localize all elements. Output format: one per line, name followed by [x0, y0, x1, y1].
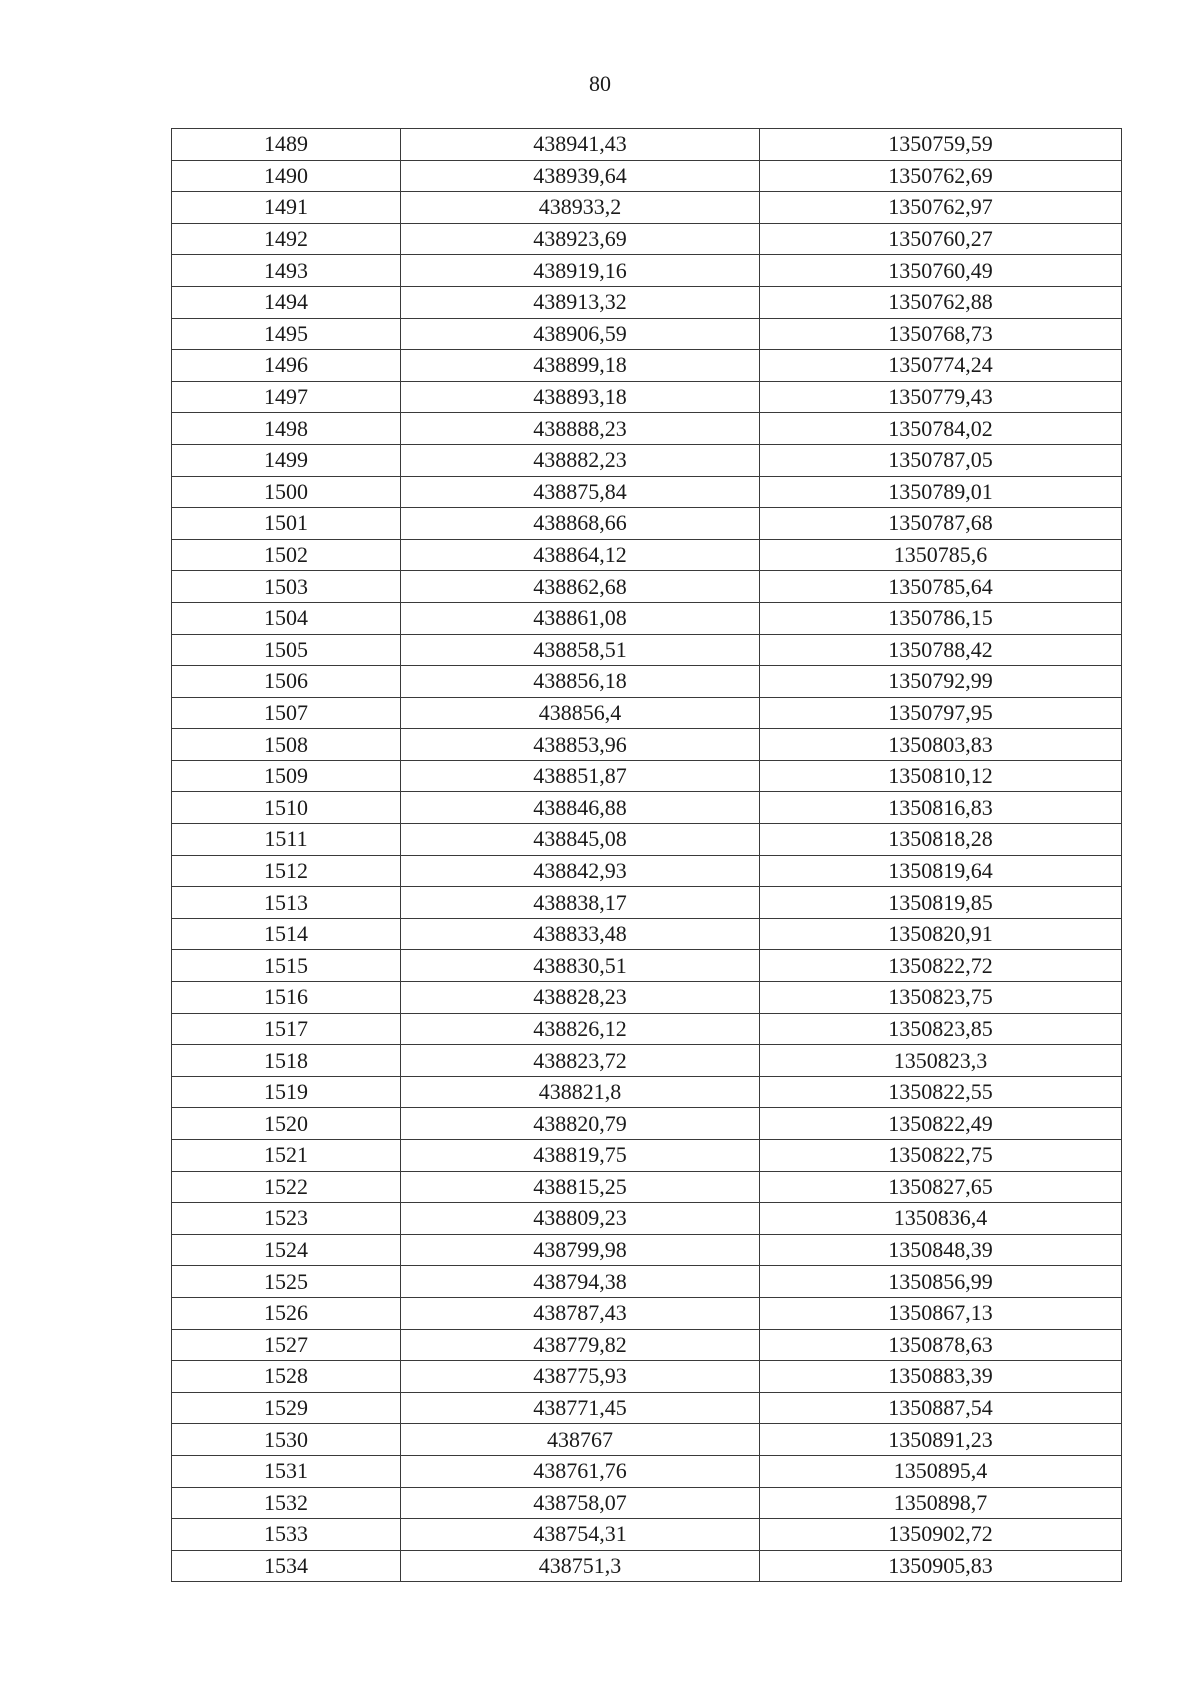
point-number-cell: 1511: [172, 824, 401, 856]
table-row: [172, 1392, 1122, 1424]
point-number-cell: 1507: [172, 697, 401, 729]
x-coordinate-cell: 438846,88: [401, 792, 760, 824]
x-coordinate-cell: 438819,75: [401, 1140, 760, 1172]
y-coordinate-cell: 1350788,42: [760, 634, 1122, 666]
point-number-cell: 1525: [172, 1266, 401, 1298]
point-number-cell: 1505: [172, 634, 401, 666]
y-coordinate-cell: 1350762,97: [760, 192, 1122, 224]
point-number-cell: 1497: [172, 381, 401, 413]
point-number-cell: 1517: [172, 1013, 401, 1045]
x-coordinate-cell: 438845,08: [401, 824, 760, 856]
point-number-cell: 1514: [172, 918, 401, 950]
y-coordinate-cell: 1350898,7: [760, 1487, 1122, 1519]
table-row: [172, 160, 1122, 192]
y-coordinate-cell: 1350848,39: [760, 1234, 1122, 1266]
point-number-cell: 1516: [172, 982, 401, 1014]
x-coordinate-cell: 438815,25: [401, 1171, 760, 1203]
point-number-cell: 1498: [172, 413, 401, 445]
x-coordinate-cell: 438779,82: [401, 1329, 760, 1361]
coordinates-table: [171, 128, 1122, 1582]
point-number-cell: 1490: [172, 160, 401, 192]
point-number-cell: 1523: [172, 1203, 401, 1235]
table-row: [172, 1234, 1122, 1266]
x-coordinate-cell: 438864,12: [401, 539, 760, 571]
y-coordinate-cell: 1350823,3: [760, 1045, 1122, 1077]
x-coordinate-cell: 438826,12: [401, 1013, 760, 1045]
point-number-cell: 1530: [172, 1424, 401, 1456]
table-row: [172, 1519, 1122, 1551]
y-coordinate-cell: 1350803,83: [760, 729, 1122, 761]
point-number-cell: 1527: [172, 1329, 401, 1361]
y-coordinate-cell: 1350819,64: [760, 855, 1122, 887]
table-row: [172, 1203, 1122, 1235]
point-number-cell: 1533: [172, 1519, 401, 1551]
point-number-cell: 1521: [172, 1140, 401, 1172]
point-number-cell: 1532: [172, 1487, 401, 1519]
point-number-cell: 1515: [172, 950, 401, 982]
x-coordinate-cell: 438856,4: [401, 697, 760, 729]
x-coordinate-cell: 438906,59: [401, 318, 760, 350]
table-row: [172, 1266, 1122, 1298]
x-coordinate-cell: 438868,66: [401, 508, 760, 540]
y-coordinate-cell: 1350774,24: [760, 350, 1122, 382]
y-coordinate-cell: 1350789,01: [760, 476, 1122, 508]
table-row: [172, 1550, 1122, 1582]
table-row: [172, 350, 1122, 382]
table-row: [172, 1076, 1122, 1108]
y-coordinate-cell: 1350762,88: [760, 286, 1122, 318]
table-row: [172, 1171, 1122, 1203]
table-row: [172, 129, 1122, 161]
y-coordinate-cell: 1350878,63: [760, 1329, 1122, 1361]
x-coordinate-cell: 438851,87: [401, 760, 760, 792]
table-row: [172, 539, 1122, 571]
table-row: [172, 1140, 1122, 1172]
point-number-cell: 1518: [172, 1045, 401, 1077]
page-number: 80: [589, 71, 611, 96]
x-coordinate-cell: 438919,16: [401, 255, 760, 287]
point-number-cell: 1513: [172, 887, 401, 919]
table-row: [172, 982, 1122, 1014]
table-row: [172, 381, 1122, 413]
point-number-cell: 1489: [172, 129, 401, 161]
x-coordinate-cell: 438941,43: [401, 129, 760, 161]
y-coordinate-cell: 1350819,85: [760, 887, 1122, 919]
table-row: [172, 255, 1122, 287]
x-coordinate-cell: 438821,8: [401, 1076, 760, 1108]
y-coordinate-cell: 1350760,27: [760, 223, 1122, 255]
y-coordinate-cell: 1350797,95: [760, 697, 1122, 729]
x-coordinate-cell: 438923,69: [401, 223, 760, 255]
x-coordinate-cell: 438893,18: [401, 381, 760, 413]
y-coordinate-cell: 1350891,23: [760, 1424, 1122, 1456]
point-number-cell: 1529: [172, 1392, 401, 1424]
x-coordinate-cell: 438882,23: [401, 444, 760, 476]
x-coordinate-cell: 438833,48: [401, 918, 760, 950]
point-number-cell: 1493: [172, 255, 401, 287]
y-coordinate-cell: 1350816,83: [760, 792, 1122, 824]
table-row: [172, 855, 1122, 887]
y-coordinate-cell: 1350762,69: [760, 160, 1122, 192]
y-coordinate-cell: 1350786,15: [760, 602, 1122, 634]
table-row: [172, 1329, 1122, 1361]
x-coordinate-cell: 438820,79: [401, 1108, 760, 1140]
x-coordinate-cell: 438913,32: [401, 286, 760, 318]
x-coordinate-cell: 438888,23: [401, 413, 760, 445]
table-row: [172, 318, 1122, 350]
table-row: [172, 192, 1122, 224]
x-coordinate-cell: 438875,84: [401, 476, 760, 508]
table-row: [172, 508, 1122, 540]
point-number-cell: 1504: [172, 602, 401, 634]
y-coordinate-cell: 1350768,73: [760, 318, 1122, 350]
table-row: [172, 1108, 1122, 1140]
table-row: [172, 918, 1122, 950]
point-number-cell: 1491: [172, 192, 401, 224]
point-number-cell: 1494: [172, 286, 401, 318]
point-number-cell: 1508: [172, 729, 401, 761]
point-number-cell: 1499: [172, 444, 401, 476]
y-coordinate-cell: 1350779,43: [760, 381, 1122, 413]
y-coordinate-cell: 1350895,4: [760, 1455, 1122, 1487]
x-coordinate-cell: 438853,96: [401, 729, 760, 761]
table-row: [172, 950, 1122, 982]
x-coordinate-cell: 438787,43: [401, 1297, 760, 1329]
table-row: [172, 1045, 1122, 1077]
y-coordinate-cell: 1350792,99: [760, 666, 1122, 698]
point-number-cell: 1520: [172, 1108, 401, 1140]
y-coordinate-cell: 1350785,6: [760, 539, 1122, 571]
y-coordinate-cell: 1350822,75: [760, 1140, 1122, 1172]
y-coordinate-cell: 1350760,49: [760, 255, 1122, 287]
x-coordinate-cell: 438767: [401, 1424, 760, 1456]
x-coordinate-cell: 438751,3: [401, 1550, 760, 1582]
table-row: [172, 887, 1122, 919]
point-number-cell: 1531: [172, 1455, 401, 1487]
y-coordinate-cell: 1350902,72: [760, 1519, 1122, 1551]
table-row: [172, 1424, 1122, 1456]
x-coordinate-cell: 438823,72: [401, 1045, 760, 1077]
table-row: [172, 571, 1122, 603]
y-coordinate-cell: 1350905,83: [760, 1550, 1122, 1582]
table-row: [172, 634, 1122, 666]
x-coordinate-cell: 438899,18: [401, 350, 760, 382]
table-row: [172, 1361, 1122, 1393]
y-coordinate-cell: 1350827,65: [760, 1171, 1122, 1203]
y-coordinate-cell: 1350836,4: [760, 1203, 1122, 1235]
x-coordinate-cell: 438838,17: [401, 887, 760, 919]
table-row: [172, 223, 1122, 255]
y-coordinate-cell: 1350820,91: [760, 918, 1122, 950]
table-row: [172, 760, 1122, 792]
y-coordinate-cell: 1350785,64: [760, 571, 1122, 603]
table-row: [172, 476, 1122, 508]
table-row: [172, 1297, 1122, 1329]
point-number-cell: 1512: [172, 855, 401, 887]
y-coordinate-cell: 1350856,99: [760, 1266, 1122, 1298]
y-coordinate-cell: 1350867,13: [760, 1297, 1122, 1329]
point-number-cell: 1519: [172, 1076, 401, 1108]
y-coordinate-cell: 1350887,54: [760, 1392, 1122, 1424]
x-coordinate-cell: 438828,23: [401, 982, 760, 1014]
x-coordinate-cell: 438794,38: [401, 1266, 760, 1298]
x-coordinate-cell: 438771,45: [401, 1392, 760, 1424]
y-coordinate-cell: 1350818,28: [760, 824, 1122, 856]
table-row: [172, 1455, 1122, 1487]
table-row: [172, 792, 1122, 824]
y-coordinate-cell: 1350810,12: [760, 760, 1122, 792]
point-number-cell: 1510: [172, 792, 401, 824]
x-coordinate-cell: 438856,18: [401, 666, 760, 698]
point-number-cell: 1500: [172, 476, 401, 508]
point-number-cell: 1503: [172, 571, 401, 603]
x-coordinate-cell: 438758,07: [401, 1487, 760, 1519]
table-row: [172, 697, 1122, 729]
point-number-cell: 1496: [172, 350, 401, 382]
point-number-cell: 1524: [172, 1234, 401, 1266]
table-row: [172, 1013, 1122, 1045]
x-coordinate-cell: 438858,51: [401, 634, 760, 666]
point-number-cell: 1522: [172, 1171, 401, 1203]
table-row: [172, 286, 1122, 318]
point-number-cell: 1495: [172, 318, 401, 350]
point-number-cell: 1528: [172, 1361, 401, 1393]
y-coordinate-cell: 1350787,68: [760, 508, 1122, 540]
table-row: [172, 602, 1122, 634]
table-body: [172, 129, 1122, 1582]
point-number-cell: 1534: [172, 1550, 401, 1582]
y-coordinate-cell: 1350822,72: [760, 950, 1122, 982]
x-coordinate-cell: 438809,23: [401, 1203, 760, 1235]
x-coordinate-cell: 438842,93: [401, 855, 760, 887]
x-coordinate-cell: 438933,2: [401, 192, 760, 224]
y-coordinate-cell: 1350822,49: [760, 1108, 1122, 1140]
point-number-cell: 1492: [172, 223, 401, 255]
y-coordinate-cell: 1350822,55: [760, 1076, 1122, 1108]
point-number-cell: 1526: [172, 1297, 401, 1329]
y-coordinate-cell: 1350784,02: [760, 413, 1122, 445]
x-coordinate-cell: 438775,93: [401, 1361, 760, 1393]
x-coordinate-cell: 438754,31: [401, 1519, 760, 1551]
y-coordinate-cell: 1350883,39: [760, 1361, 1122, 1393]
x-coordinate-cell: 438862,68: [401, 571, 760, 603]
x-coordinate-cell: 438799,98: [401, 1234, 760, 1266]
y-coordinate-cell: 1350823,75: [760, 982, 1122, 1014]
y-coordinate-cell: 1350787,05: [760, 444, 1122, 476]
x-coordinate-cell: 438861,08: [401, 602, 760, 634]
point-number-cell: 1502: [172, 539, 401, 571]
x-coordinate-cell: 438939,64: [401, 160, 760, 192]
table-row: [172, 729, 1122, 761]
point-number-cell: 1506: [172, 666, 401, 698]
table-row: [172, 824, 1122, 856]
point-number-cell: 1509: [172, 760, 401, 792]
x-coordinate-cell: 438830,51: [401, 950, 760, 982]
table-row: [172, 666, 1122, 698]
x-coordinate-cell: 438761,76: [401, 1455, 760, 1487]
table-row: [172, 413, 1122, 445]
table-row: [172, 444, 1122, 476]
table-row: [172, 1487, 1122, 1519]
y-coordinate-cell: 1350823,85: [760, 1013, 1122, 1045]
point-number-cell: 1501: [172, 508, 401, 540]
y-coordinate-cell: 1350759,59: [760, 129, 1122, 161]
